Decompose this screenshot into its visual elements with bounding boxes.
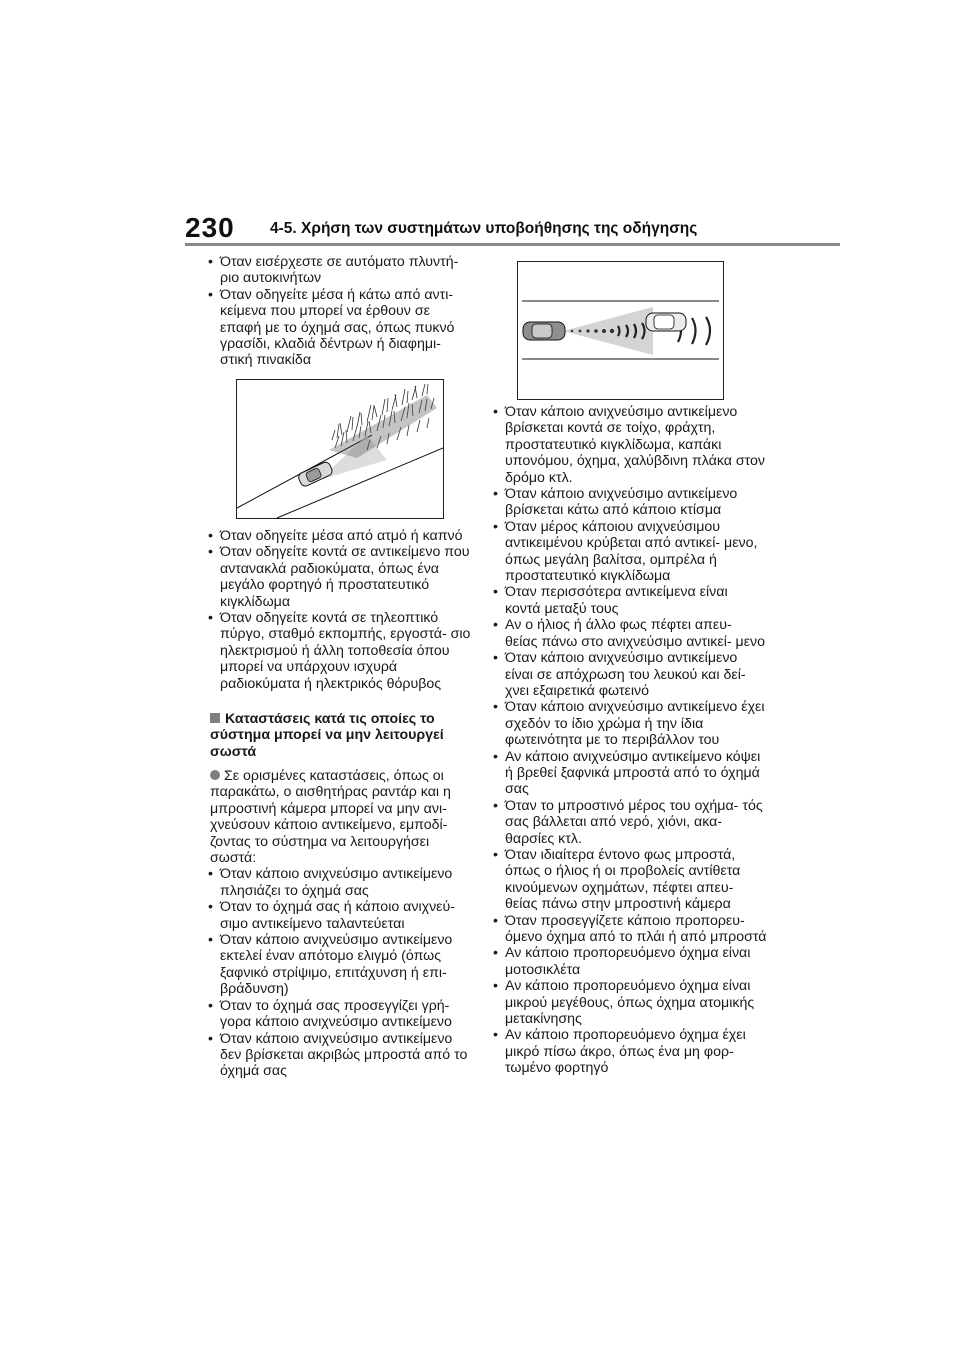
- list-item: • Όταν κάποιο ανιχνεύσιμο αντικείμενο εκτελεί έναν απότομο ελιγμό (όπως ξαφνικό στρίψιμο, επιτάχυνση ή επι- βράδυνση): [207, 932, 472, 998]
- list-item: • Όταν περισσότερα αντικείμενα είναι κοντά μεταξύ τους: [492, 584, 767, 617]
- list-item: • Αν κάποιο προπορευόμενο όχημα είναι μικρού μεγέθους, όπως όχημα ατομικής μετακίνησης: [492, 978, 767, 1027]
- own-car-icon: [523, 322, 565, 340]
- list-item: • Όταν το μπροστινό μέρος του οχήμα- τός σας βάλλεται από νερό, χιόνι, ακα- θαρσίες κτλ.: [492, 798, 767, 847]
- list-item: • Όταν κάποιο ανιχνεύσιμο αντικείμενο πλησιάζει το όχημά σας: [207, 866, 472, 899]
- grass-illustration: [236, 379, 444, 519]
- list-item: • Όταν οδηγείτε μέσα ή κάτω από αντι- κείμενα που μπορεί να έρθουν σε επαφή με το όχημά σας, όπως πυκνό γρασίδι, κλαδιά δέντρων ή διαφημι- στική πινακίδα: [207, 287, 475, 369]
- list-item: • Όταν κάποιο ανιχνεύσιμο αντικείμενο είναι σε απόχρωση του λευκού και δεί- χνει εξαιρετικά φωτεινό: [492, 650, 767, 699]
- list-item: • Όταν μέρος κάποιου ανιχνεύσιμου αντικειμένου κρύβεται από αντικεί- μενο, όπως μεγάλη βαλίτσα, ομπρέλα ή προστατευτικό κιγκλίδωμα: [492, 519, 767, 585]
- list-item: • Αν κάποιο προπορευόμενο όχημα είναι μοτοσικλέτα: [492, 945, 767, 978]
- list-item: • Αν κάποιο προπορευόμενο όχημα έχει μικρό πίσω άκρο, όπως ένα μη φορ- τωμένο φορτηγό: [492, 1027, 767, 1076]
- list-item: • Όταν προσεγγίζετε κάποιο προπορευ- όμενο όχημα από το πλάι ή από μπροστά: [492, 913, 767, 946]
- vegetation-illustration: [237, 380, 443, 518]
- left-column-top: [207, 254, 475, 369]
- car-icon: [297, 461, 334, 488]
- list-item: • Όταν κάποιο ανιχνεύσιμο αντικείμενο βρίσκεται κοντά σε τοίχο, φράχτη, προστατευτικό κιγκλίδωμα, καπάκι υπονόμου, όχημα, χαλύβδινη πλάκα στον δρόμο κτλ.: [492, 404, 767, 486]
- bullet-list: [492, 404, 767, 1077]
- square-bullet-icon: [210, 713, 220, 723]
- left-column-mid: [207, 528, 475, 692]
- list-item: • Όταν το όχημά σας προσεγγίζει γρή- γορα κάποιο ανιχνεύσιμο αντικείμενο: [207, 998, 472, 1031]
- bullet-list: [207, 866, 472, 1079]
- list-item: • Αν ο ήλιος ή άλλο φως πέφτει απευ- θείας πάνω στο ανιχνεύσιμο αντικεί- μενο: [492, 617, 767, 650]
- circle-bullet-icon: [210, 770, 220, 780]
- list-item: • Όταν οδηγείτε μέσα από ατμό ή καπνό: [207, 528, 475, 544]
- bullet-list: [207, 254, 475, 369]
- subheading-text: Καταστάσεις κατά τις οποίες το σύστημα μπορεί να μην λειτουργεί σωστά: [210, 711, 444, 760]
- radar-diagram: [518, 262, 723, 399]
- page-number: 230: [185, 212, 235, 243]
- subheading: [210, 711, 472, 760]
- list-item: • Όταν οδηγείτε κοντά σε τηλεοπτικό πύργο, σταθμό εκπομπής, εργοστά- σιο ηλεκτρισμού ή άλλη τοποθεσία όπου μπορεί να υπάρχουν ισχυρά ραδιοκύματα ή ηλεκτρικός θόρυβος: [207, 610, 475, 692]
- page-header: [185, 212, 840, 246]
- intro-block: [210, 768, 472, 1080]
- intro-paragraph: Σε ορισμένες καταστάσεις, όπως οι παρακάτω, ο αισθητήρας ραντάρ και η μπροστινή κάμερα μπορεί να μην ανι- χνεύσουν κάποιο αντικείμενο, εμποδί- ζοντας το σύστημα να λειτουργήσει σωστά:: [210, 768, 451, 867]
- leading-car-icon: [646, 313, 686, 331]
- bullet-list: [207, 528, 475, 692]
- list-item: • Όταν ιδιαίτερα έντονο φως μπροστά, όπως ο ήλιος ή οι προβολείς αντίθετα κινούμενων οχημάτων, πέφτει απευ- θείας πάνω στην μπροστινή κάμερα: [492, 847, 767, 913]
- list-item: • Όταν κάποιο ανιχνεύσιμο αντικείμενο έχει σχεδόν το ίδιο χρώμα ή την ίδια φωτεινότητα με το περιβάλλον του: [492, 699, 767, 748]
- right-column: [492, 404, 767, 1077]
- list-item: • Όταν το όχημά σας ή κάποιο ανιχνεύ- σιμο αντικείμενο ταλαντεύεται: [207, 899, 472, 932]
- list-item: • Αν κάποιο ανιχνεύσιμο αντικείμενο κόψει ή βρεθεί ξαφνικά μπροστά από το όχημά σας: [492, 749, 767, 798]
- section-title: 4-5. Χρήση των συστημάτων υποβοήθησης της οδήγησης: [270, 220, 698, 237]
- list-item: • Όταν κάποιο ανιχνεύσιμο αντικείμενο βρίσκεται κάτω από κάποιο κτίσμα: [492, 486, 767, 519]
- list-item: • Όταν κάποιο ανιχνεύσιμο αντικείμενο δεν βρίσκεται ακριβώς μπροστά από το όχημά σας: [207, 1031, 472, 1080]
- header-divider: [185, 243, 840, 246]
- list-item: • Όταν εισέρχεστε σε αυτόματο πλυντή- ριο αυτοκινήτων: [207, 254, 475, 287]
- list-item: • Όταν οδηγείτε κοντά σε αντικείμενο που αντανακλά ραδιοκύματα, όπως ένα μεγάλο φορτηγό ή προστατευτικό κιγκλίδωμα: [207, 544, 475, 610]
- radar-illustration: [517, 261, 724, 400]
